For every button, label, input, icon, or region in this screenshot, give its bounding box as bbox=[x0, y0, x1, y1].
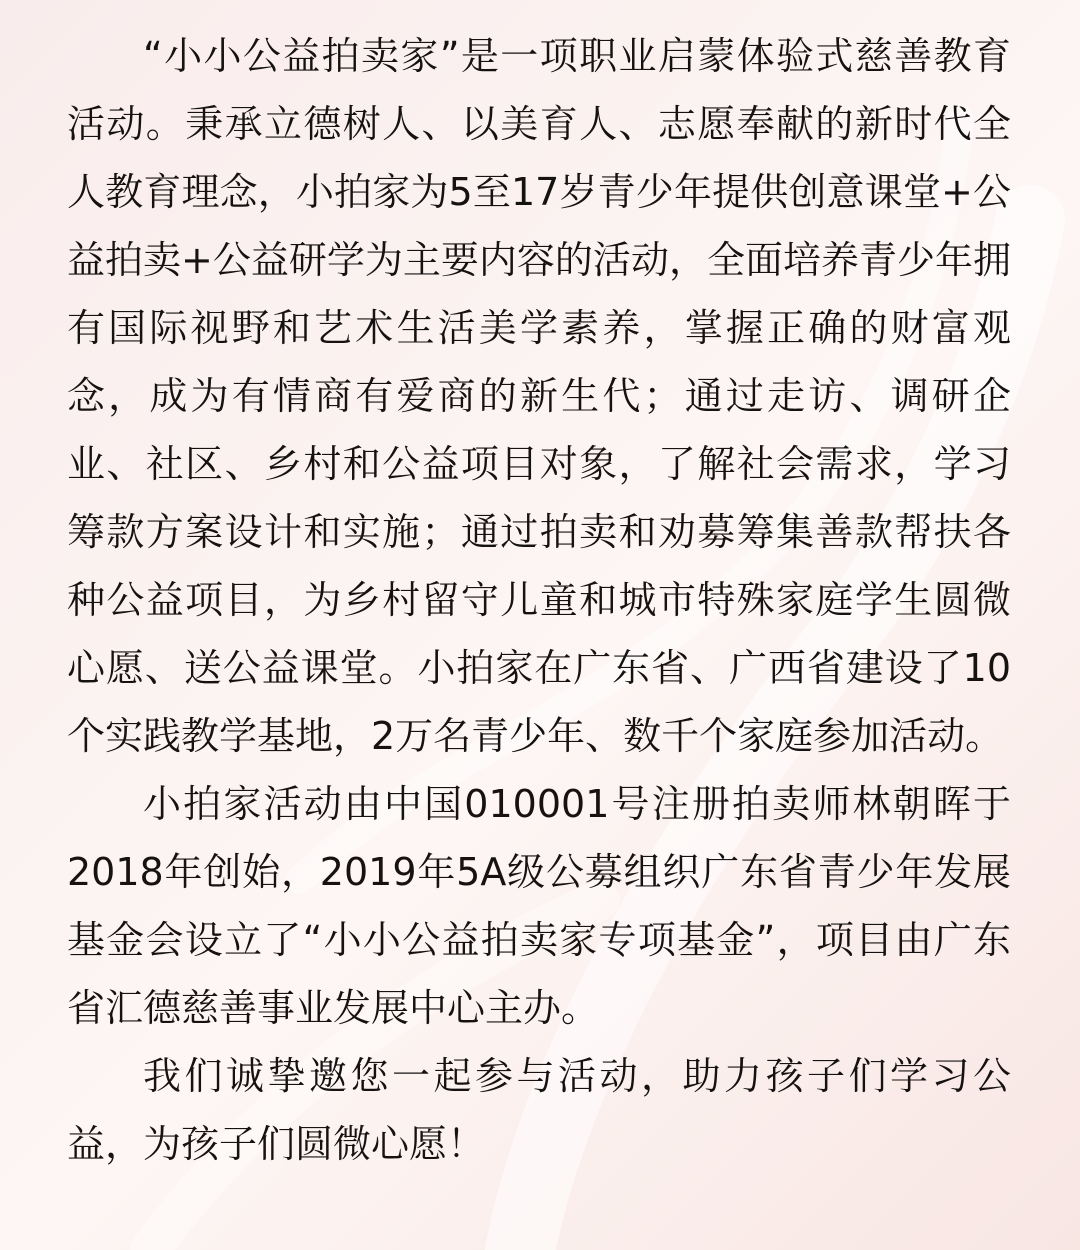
paragraph-invitation: 我们诚挚邀您一起参与活动，助力孩子们学习公益，为孩子们圆微心愿！ bbox=[67, 1054, 1011, 1166]
article-body bbox=[67, 22, 1011, 1178]
paragraph-founding: 小拍家活动由中国010001号注册拍卖师林朝晖于2018年创始，2019年5A级公募组织广东省青少年发展基金会设立了“小小公益拍卖家专项基金”，项目由广东省汇德慈善事业发展中心主办。 bbox=[67, 782, 1011, 1030]
paragraph-intro: “小小公益拍卖家”是一项职业启蒙体验式慈善教育活动。秉承立德树人、以美育人、志愿奉献的新时代全人教育理念，小拍家为5至17岁青少年提供创意课堂+公益拍卖+公益研学为主要内容的活动，全面培养青少年拥有国际视野和艺术生活美学素养，掌握正确的财富观念，成为有情商有爱商的新生代；通过走访、调研企业、社区、乡村和公益项目对象，了解社会需求，学习筹款方案设计和实施；通过拍卖和劝募筹集善款帮扶各种公益项目，为乡村留守儿童和城市特殊家庭学生圆微心愿、送公益课堂。小拍家在广东省、广西省建设了10个实践教学基地，2万名青少年、数千个家庭参加活动。 bbox=[67, 34, 1011, 758]
